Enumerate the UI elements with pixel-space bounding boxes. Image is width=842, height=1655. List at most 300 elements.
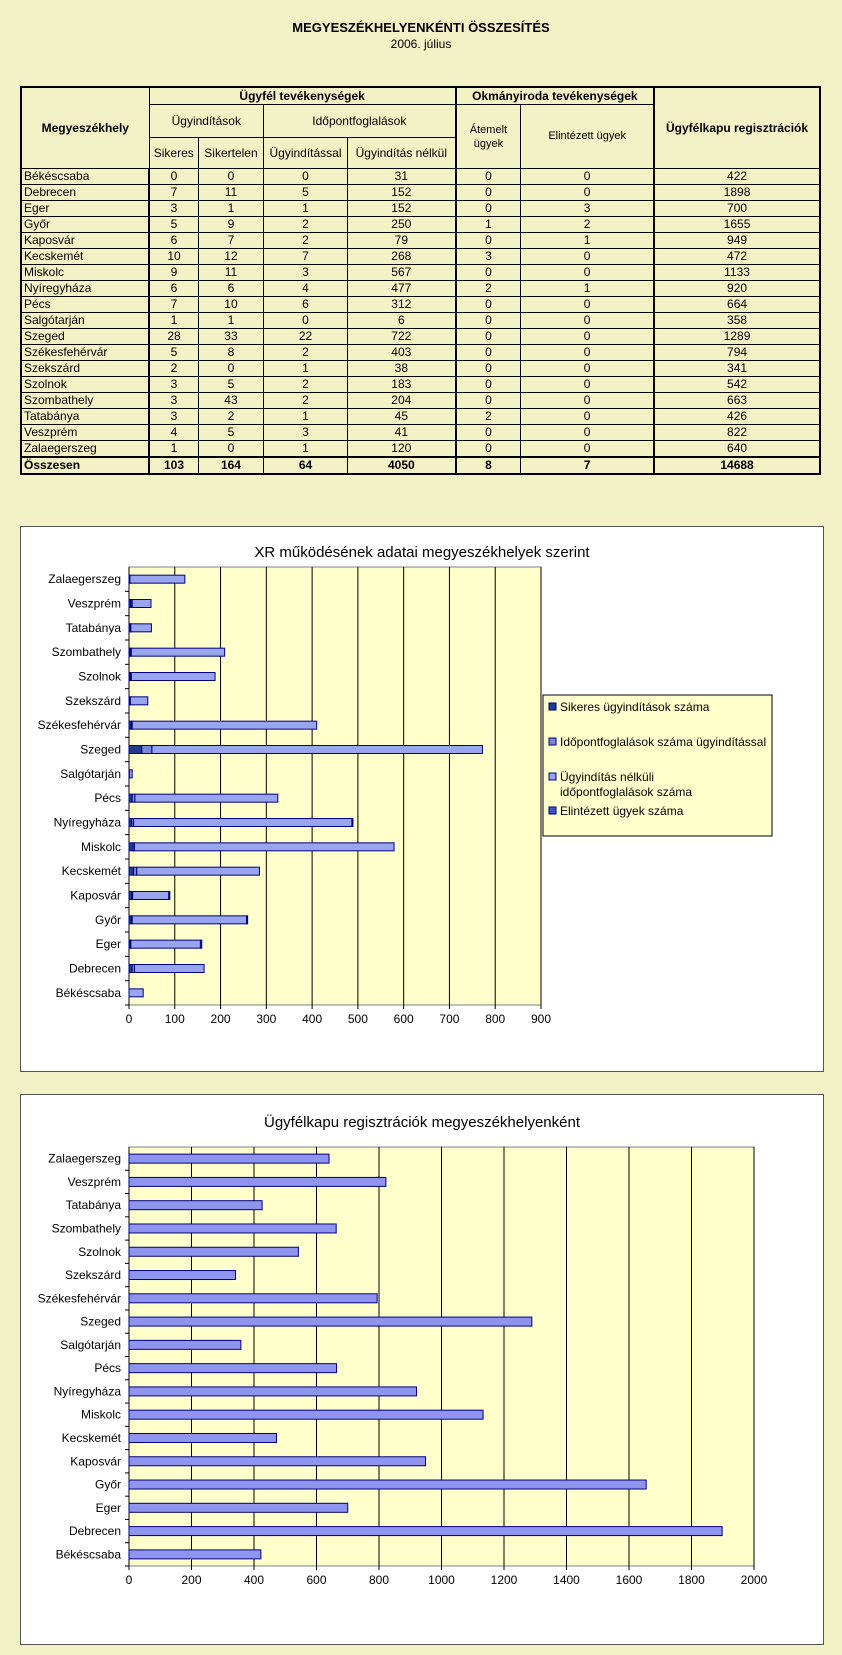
table-row xyxy=(21,217,820,233)
table-cell: 6 xyxy=(348,313,456,329)
table-cell: 1 xyxy=(149,313,198,329)
table-row xyxy=(21,329,820,345)
table-cell: 7 xyxy=(149,297,198,313)
table-cell: 4 xyxy=(149,425,198,441)
bar xyxy=(129,1247,298,1256)
header-ugyfel-tevekenysegek: Ügyfél tevékenységek xyxy=(149,87,456,105)
row-label: Szolnok xyxy=(21,377,149,393)
table-row xyxy=(21,297,820,313)
table-cell: 164 xyxy=(198,457,263,474)
table-cell: 3 xyxy=(264,265,348,281)
x-tick-label: 600 xyxy=(393,1012,414,1026)
table-cell: 7 xyxy=(264,249,348,265)
row-label: Pécs xyxy=(21,297,149,313)
row-label: Kecskemét xyxy=(21,249,149,265)
bar xyxy=(130,575,185,583)
table-cell: 722 xyxy=(348,329,456,345)
y-tick-label: Békéscsaba xyxy=(55,1547,121,1562)
table-cell: 38 xyxy=(348,361,456,377)
table-cell: 1 xyxy=(521,281,654,297)
bar xyxy=(129,1433,277,1442)
ugyfelkapu-chart-svg xyxy=(21,1095,823,1644)
table-cell: 0 xyxy=(521,249,654,265)
row-label: Salgótarján xyxy=(21,313,149,329)
row-label: Nyíregyháza xyxy=(21,281,149,297)
bar xyxy=(131,624,152,632)
y-tick-label: Szolnok xyxy=(78,1244,121,1259)
table-cell: 152 xyxy=(348,185,456,201)
x-tick-label: 0 xyxy=(125,1012,133,1026)
table-cell: 1 xyxy=(264,361,348,377)
row-label: Eger xyxy=(21,201,149,217)
x-tick-label: 200 xyxy=(181,1573,202,1587)
xr-chart-svg xyxy=(21,527,823,1071)
y-tick-label: Kaposvár xyxy=(70,1454,121,1469)
x-tick-label: 400 xyxy=(243,1573,265,1587)
y-tick-label: Szekszárd xyxy=(64,1268,121,1283)
table-cell: 0 xyxy=(521,377,654,393)
x-tick-label: 600 xyxy=(306,1573,327,1587)
legend-label-line: Sikeres ügyindítások száma xyxy=(560,700,710,714)
table-cell: 0 xyxy=(198,441,263,458)
bar xyxy=(129,1271,236,1280)
table-cell: 477 xyxy=(348,281,456,297)
table-cell: 7 xyxy=(521,457,654,474)
bar xyxy=(131,940,201,948)
x-tick-label: 0 xyxy=(125,1573,133,1587)
y-tick-label: Szolnok xyxy=(78,669,121,684)
table-cell: 10 xyxy=(198,297,263,313)
x-tick-label: 700 xyxy=(439,1012,460,1026)
table-cell: 0 xyxy=(456,169,521,185)
bar xyxy=(129,1550,261,1559)
legend-label-line: Ügyindítás nélküli xyxy=(560,770,655,784)
table-cell: 1 xyxy=(456,217,521,233)
y-tick-label: Zalaegerszeg xyxy=(48,572,121,587)
table-cell: 1 xyxy=(264,201,348,217)
header-sikeres: Sikeres xyxy=(153,145,194,160)
header-elintezett: Elintézett ügyek xyxy=(521,105,654,169)
x-tick-label: 900 xyxy=(530,1012,552,1026)
bar xyxy=(132,600,151,608)
y-tick-label: Kaposvár xyxy=(70,888,121,903)
table-cell: 64 xyxy=(264,457,348,474)
table-cell: 79 xyxy=(348,233,456,249)
table-row xyxy=(21,345,820,361)
table-cell: 3 xyxy=(456,249,521,265)
table-cell: 0 xyxy=(521,313,654,329)
table-cell: 5 xyxy=(149,217,198,233)
y-tick-label: Pécs xyxy=(94,791,121,806)
table-cell: 183 xyxy=(348,377,456,393)
table-cell: 2 xyxy=(149,361,198,377)
table-cell: 10 xyxy=(149,249,198,265)
legend-label xyxy=(560,804,684,818)
bar xyxy=(129,1503,348,1512)
table-cell: 2 xyxy=(264,393,348,409)
chart-title: XR működésének adatai megyeszékhelyek szerint xyxy=(254,544,590,561)
bar xyxy=(132,721,316,729)
table-cell: 268 xyxy=(348,249,456,265)
table-cell: 0 xyxy=(456,345,521,361)
bar xyxy=(129,746,142,754)
table-cell: 250 xyxy=(348,217,456,233)
table-cell: 5 xyxy=(198,425,263,441)
table-cell: 2 xyxy=(456,281,521,297)
y-tick-label: Nyíregyháza xyxy=(53,1384,121,1399)
y-tick-label: Eger xyxy=(95,937,121,952)
bar xyxy=(247,916,248,924)
y-tick-label: Veszprém xyxy=(67,1174,121,1189)
x-tick-label: 300 xyxy=(256,1012,277,1026)
table-cell: 12 xyxy=(198,249,263,265)
x-tick-label: 1000 xyxy=(428,1573,455,1587)
table-cell: 663 xyxy=(654,393,820,409)
table-cell: 9 xyxy=(198,217,263,233)
table-cell: 2 xyxy=(264,345,348,361)
table-cell: 0 xyxy=(198,361,263,377)
table-cell: 2 xyxy=(521,217,654,233)
table-cell: 0 xyxy=(456,313,521,329)
table-cell: 3 xyxy=(149,393,198,409)
table-cell: 5 xyxy=(149,345,198,361)
table-cell: 31 xyxy=(348,169,456,185)
table-cell: 2 xyxy=(264,217,348,233)
y-tick-label: Tatabánya xyxy=(65,620,121,635)
table-row xyxy=(21,281,820,297)
table-cell: 640 xyxy=(654,441,820,458)
table-cell: 0 xyxy=(521,409,654,425)
plot-area xyxy=(129,567,541,1005)
x-tick-label: 800 xyxy=(368,1573,390,1587)
table-cell: 1655 xyxy=(654,217,820,233)
table-cell: 949 xyxy=(654,233,820,249)
row-label: Tatabánya xyxy=(21,409,149,425)
table-cell: 1 xyxy=(264,409,348,425)
table-cell: 0 xyxy=(521,265,654,281)
table-cell: 358 xyxy=(654,313,820,329)
row-label: Szombathely xyxy=(21,393,149,409)
table-cell: 2 xyxy=(456,409,521,425)
legend-swatch xyxy=(549,738,556,745)
table-cell: 41 xyxy=(348,425,456,441)
table-cell: 0 xyxy=(456,441,521,458)
y-tick-label: Győr xyxy=(94,912,121,927)
x-tick-label: 800 xyxy=(485,1012,506,1026)
bar xyxy=(130,697,147,705)
table-row xyxy=(21,361,820,377)
table-cell: 4050 xyxy=(348,457,456,474)
row-label: Szekszárd xyxy=(21,361,149,377)
row-label: Debrecen xyxy=(21,185,149,201)
row-label: Szeged xyxy=(21,329,149,345)
table-cell: 8 xyxy=(198,345,263,361)
table-cell: 341 xyxy=(654,361,820,377)
table-cell: 9 xyxy=(149,265,198,281)
bar xyxy=(352,819,353,827)
table-cell: 0 xyxy=(521,441,654,458)
table-cell: 0 xyxy=(456,265,521,281)
row-label: Székesfehérvár xyxy=(21,345,149,361)
legend-label xyxy=(560,700,710,714)
x-tick-label: 1800 xyxy=(678,1573,705,1587)
legend-label-line: időpontfoglalások száma xyxy=(560,785,693,799)
table-cell: 3 xyxy=(149,377,198,393)
table-cell: 0 xyxy=(456,361,521,377)
table-cell: 0 xyxy=(521,169,654,185)
table-cell: 204 xyxy=(348,393,456,409)
bar xyxy=(134,965,204,973)
table-cell: 7 xyxy=(149,185,198,201)
table-row xyxy=(21,233,820,249)
table-cell: 1133 xyxy=(654,265,820,281)
y-tick-label: Miskolc xyxy=(80,839,121,854)
legend-swatch xyxy=(549,703,556,710)
bar xyxy=(137,867,260,875)
x-tick-label: 1200 xyxy=(490,1573,518,1587)
bar xyxy=(134,843,394,851)
y-tick-label: Szekszárd xyxy=(64,693,121,708)
table-cell: 1289 xyxy=(654,329,820,345)
legend-swatch xyxy=(549,773,556,780)
table-cell: 0 xyxy=(456,377,521,393)
y-tick-label: Nyíregyháza xyxy=(53,815,121,830)
header-megyeszekhely: Megyeszékhely xyxy=(21,87,149,169)
table-cell: 0 xyxy=(264,169,348,185)
bar xyxy=(133,892,169,900)
table-cell: 1 xyxy=(149,441,198,458)
y-tick-label: Békéscsaba xyxy=(55,985,121,1000)
table-row xyxy=(21,425,820,441)
table-cell: 1 xyxy=(198,201,263,217)
y-tick-label: Zalaegerszeg xyxy=(48,1151,121,1166)
x-tick-label: 100 xyxy=(164,1012,185,1026)
y-tick-label: Eger xyxy=(95,1500,121,1515)
y-tick-label: Debrecen xyxy=(68,1524,121,1539)
table-cell: 542 xyxy=(654,377,820,393)
bar xyxy=(129,989,143,997)
table-row xyxy=(21,393,820,409)
bar xyxy=(131,648,224,656)
chart-title: Ügyfélkapu regisztrációk megyeszékhelyenként xyxy=(264,1114,580,1131)
table-cell: 1 xyxy=(264,441,348,458)
x-tick-label: 400 xyxy=(302,1012,323,1026)
bar xyxy=(129,1224,336,1233)
table-cell: 822 xyxy=(654,425,820,441)
header-okmanyiroda: Okmányiroda tevékenységek xyxy=(456,87,654,105)
table-cell: 6 xyxy=(149,281,198,297)
row-label: Győr xyxy=(21,217,149,233)
bar xyxy=(132,916,246,924)
table-cell: 8 xyxy=(456,457,521,474)
table-cell: 0 xyxy=(264,313,348,329)
summary-table xyxy=(20,86,821,475)
row-label: Zalaegerszeg xyxy=(21,441,149,458)
bar xyxy=(129,1410,483,1419)
table-cell: 3 xyxy=(521,201,654,217)
legend-label xyxy=(560,735,766,749)
table-cell: 920 xyxy=(654,281,820,297)
bar xyxy=(129,1294,377,1303)
table-cell: 5 xyxy=(264,185,348,201)
table-cell: 7 xyxy=(198,233,263,249)
row-label: Miskolc xyxy=(21,265,149,281)
table-cell: 1898 xyxy=(654,185,820,201)
table-cell: 472 xyxy=(654,249,820,265)
x-tick-label: 2000 xyxy=(740,1573,768,1587)
table-cell: 0 xyxy=(456,393,521,409)
header-ugyinditas-nelkul: Ügyindítás nélkül xyxy=(348,138,456,169)
page-title: MEGYESZÉKHELYENKÉNTI ÖSSZESÍTÉS xyxy=(292,20,550,35)
table-cell: 1 xyxy=(521,233,654,249)
table-cell: 1 xyxy=(198,313,263,329)
table-cell: 0 xyxy=(456,233,521,249)
table-row xyxy=(21,313,820,329)
table-row xyxy=(21,265,820,281)
y-tick-label: Szombathely xyxy=(51,1221,121,1236)
page-subtitle: 2006. július xyxy=(390,37,452,51)
table-cell: 0 xyxy=(456,329,521,345)
bar xyxy=(129,1317,532,1326)
table-cell: 700 xyxy=(654,201,820,217)
table-cell: 3 xyxy=(149,201,198,217)
table-cell: 152 xyxy=(348,201,456,217)
y-tick-label: Szombathely xyxy=(51,645,121,660)
bar xyxy=(135,794,278,802)
table-cell: 0 xyxy=(198,169,263,185)
y-tick-label: Tatabánya xyxy=(65,1198,121,1213)
table-cell: 2 xyxy=(264,233,348,249)
table-cell: 45 xyxy=(348,409,456,425)
table-cell: 3 xyxy=(264,425,348,441)
table-cell: 664 xyxy=(654,297,820,313)
table-cell: 11 xyxy=(198,185,263,201)
row-label: Összesen xyxy=(21,457,149,474)
table-cell: 0 xyxy=(456,297,521,313)
bar xyxy=(129,1527,722,1536)
table-cell: 6 xyxy=(198,281,263,297)
y-tick-label: Miskolc xyxy=(80,1407,121,1422)
table-cell: 2 xyxy=(264,377,348,393)
bar xyxy=(129,1457,426,1466)
header-ugyfelkapu: Ügyfélkapu regisztrációk xyxy=(654,87,820,169)
bar xyxy=(129,770,132,778)
x-tick-label: 500 xyxy=(347,1012,368,1026)
table-cell: 422 xyxy=(654,169,820,185)
bar xyxy=(131,673,215,681)
table-cell: 0 xyxy=(456,201,521,217)
table-cell: 14688 xyxy=(654,457,820,474)
table-cell: 0 xyxy=(456,425,521,441)
legend-label-line: Időpontfoglalások száma ügyindítással xyxy=(560,735,767,749)
y-tick-label: Győr xyxy=(94,1477,121,1492)
x-tick-label: 200 xyxy=(210,1012,231,1026)
table-row xyxy=(21,169,820,185)
bar xyxy=(129,867,134,875)
row-label: Békéscsaba xyxy=(21,169,149,185)
legend-label-line: Elintézett ügyek száma xyxy=(560,804,684,818)
table-row xyxy=(21,377,820,393)
x-tick-label: 1600 xyxy=(615,1573,643,1587)
bar xyxy=(129,1177,386,1186)
table-cell: 6 xyxy=(149,233,198,249)
table-row xyxy=(21,249,820,265)
table-cell: 28 xyxy=(149,329,198,345)
bar xyxy=(129,1364,337,1373)
x-tick-label: 1400 xyxy=(553,1573,580,1587)
y-tick-label: Kecskemét xyxy=(61,864,121,879)
table-cell: 0 xyxy=(456,185,521,201)
y-tick-label: Szeged xyxy=(80,1314,121,1329)
table-cell: 0 xyxy=(521,185,654,201)
bar xyxy=(129,1201,262,1210)
y-tick-label: Pécs xyxy=(94,1361,121,1376)
row-label: Veszprém xyxy=(21,425,149,441)
bar xyxy=(152,746,483,754)
bar xyxy=(129,1480,646,1489)
table-cell: 43 xyxy=(198,393,263,409)
table-row xyxy=(21,201,820,217)
y-tick-label: Veszprém xyxy=(67,596,121,611)
table-cell: 312 xyxy=(348,297,456,313)
legend-swatch xyxy=(549,807,556,814)
table-cell: 33 xyxy=(198,329,263,345)
table-cell: 0 xyxy=(521,297,654,313)
table-cell: 11 xyxy=(198,265,263,281)
row-label: Kaposvár xyxy=(21,233,149,249)
table-cell: 5 xyxy=(198,377,263,393)
table-cell: 120 xyxy=(348,441,456,458)
table-cell: 4 xyxy=(264,281,348,297)
header-ugyinditassal: Ügyindítással xyxy=(264,138,348,169)
bar xyxy=(134,819,352,827)
y-tick-label: Debrecen xyxy=(68,961,121,976)
bar xyxy=(129,1340,241,1349)
header-atemelt: Átemelt ügyek xyxy=(456,105,521,169)
table-cell: 403 xyxy=(348,345,456,361)
table-cell: 794 xyxy=(654,345,820,361)
table-body xyxy=(21,169,820,475)
bar xyxy=(169,892,170,900)
bar xyxy=(129,1387,417,1396)
y-tick-label: Szeged xyxy=(80,742,121,757)
y-tick-label: Kecskemét xyxy=(61,1430,121,1445)
table-cell: 0 xyxy=(521,393,654,409)
table-cell: 0 xyxy=(521,345,654,361)
table-cell: 0 xyxy=(521,361,654,377)
table-cell: 22 xyxy=(264,329,348,345)
header-sikertelen: Sikertelen xyxy=(198,138,263,169)
table-cell: 103 xyxy=(149,457,198,474)
table-cell: 0 xyxy=(149,169,198,185)
ugyfelkapu-chart xyxy=(20,1094,824,1645)
y-tick-label: Székesfehérvár xyxy=(37,718,121,733)
table-cell: 2 xyxy=(198,409,263,425)
xr-chart xyxy=(20,526,824,1072)
table-row xyxy=(21,441,820,458)
bar xyxy=(129,843,133,851)
table-row xyxy=(21,409,820,425)
table-cell: 6 xyxy=(264,297,348,313)
table-cell: 426 xyxy=(654,409,820,425)
y-tick-label: Salgótarján xyxy=(60,1337,121,1352)
table-cell: 567 xyxy=(348,265,456,281)
bar xyxy=(142,746,152,754)
header-ugyinditasok: Ügyindítások xyxy=(149,105,263,138)
table-cell: 3 xyxy=(149,409,198,425)
bar xyxy=(200,940,201,948)
header-idopontfoglalasok: Időpontfoglalások xyxy=(264,105,456,138)
